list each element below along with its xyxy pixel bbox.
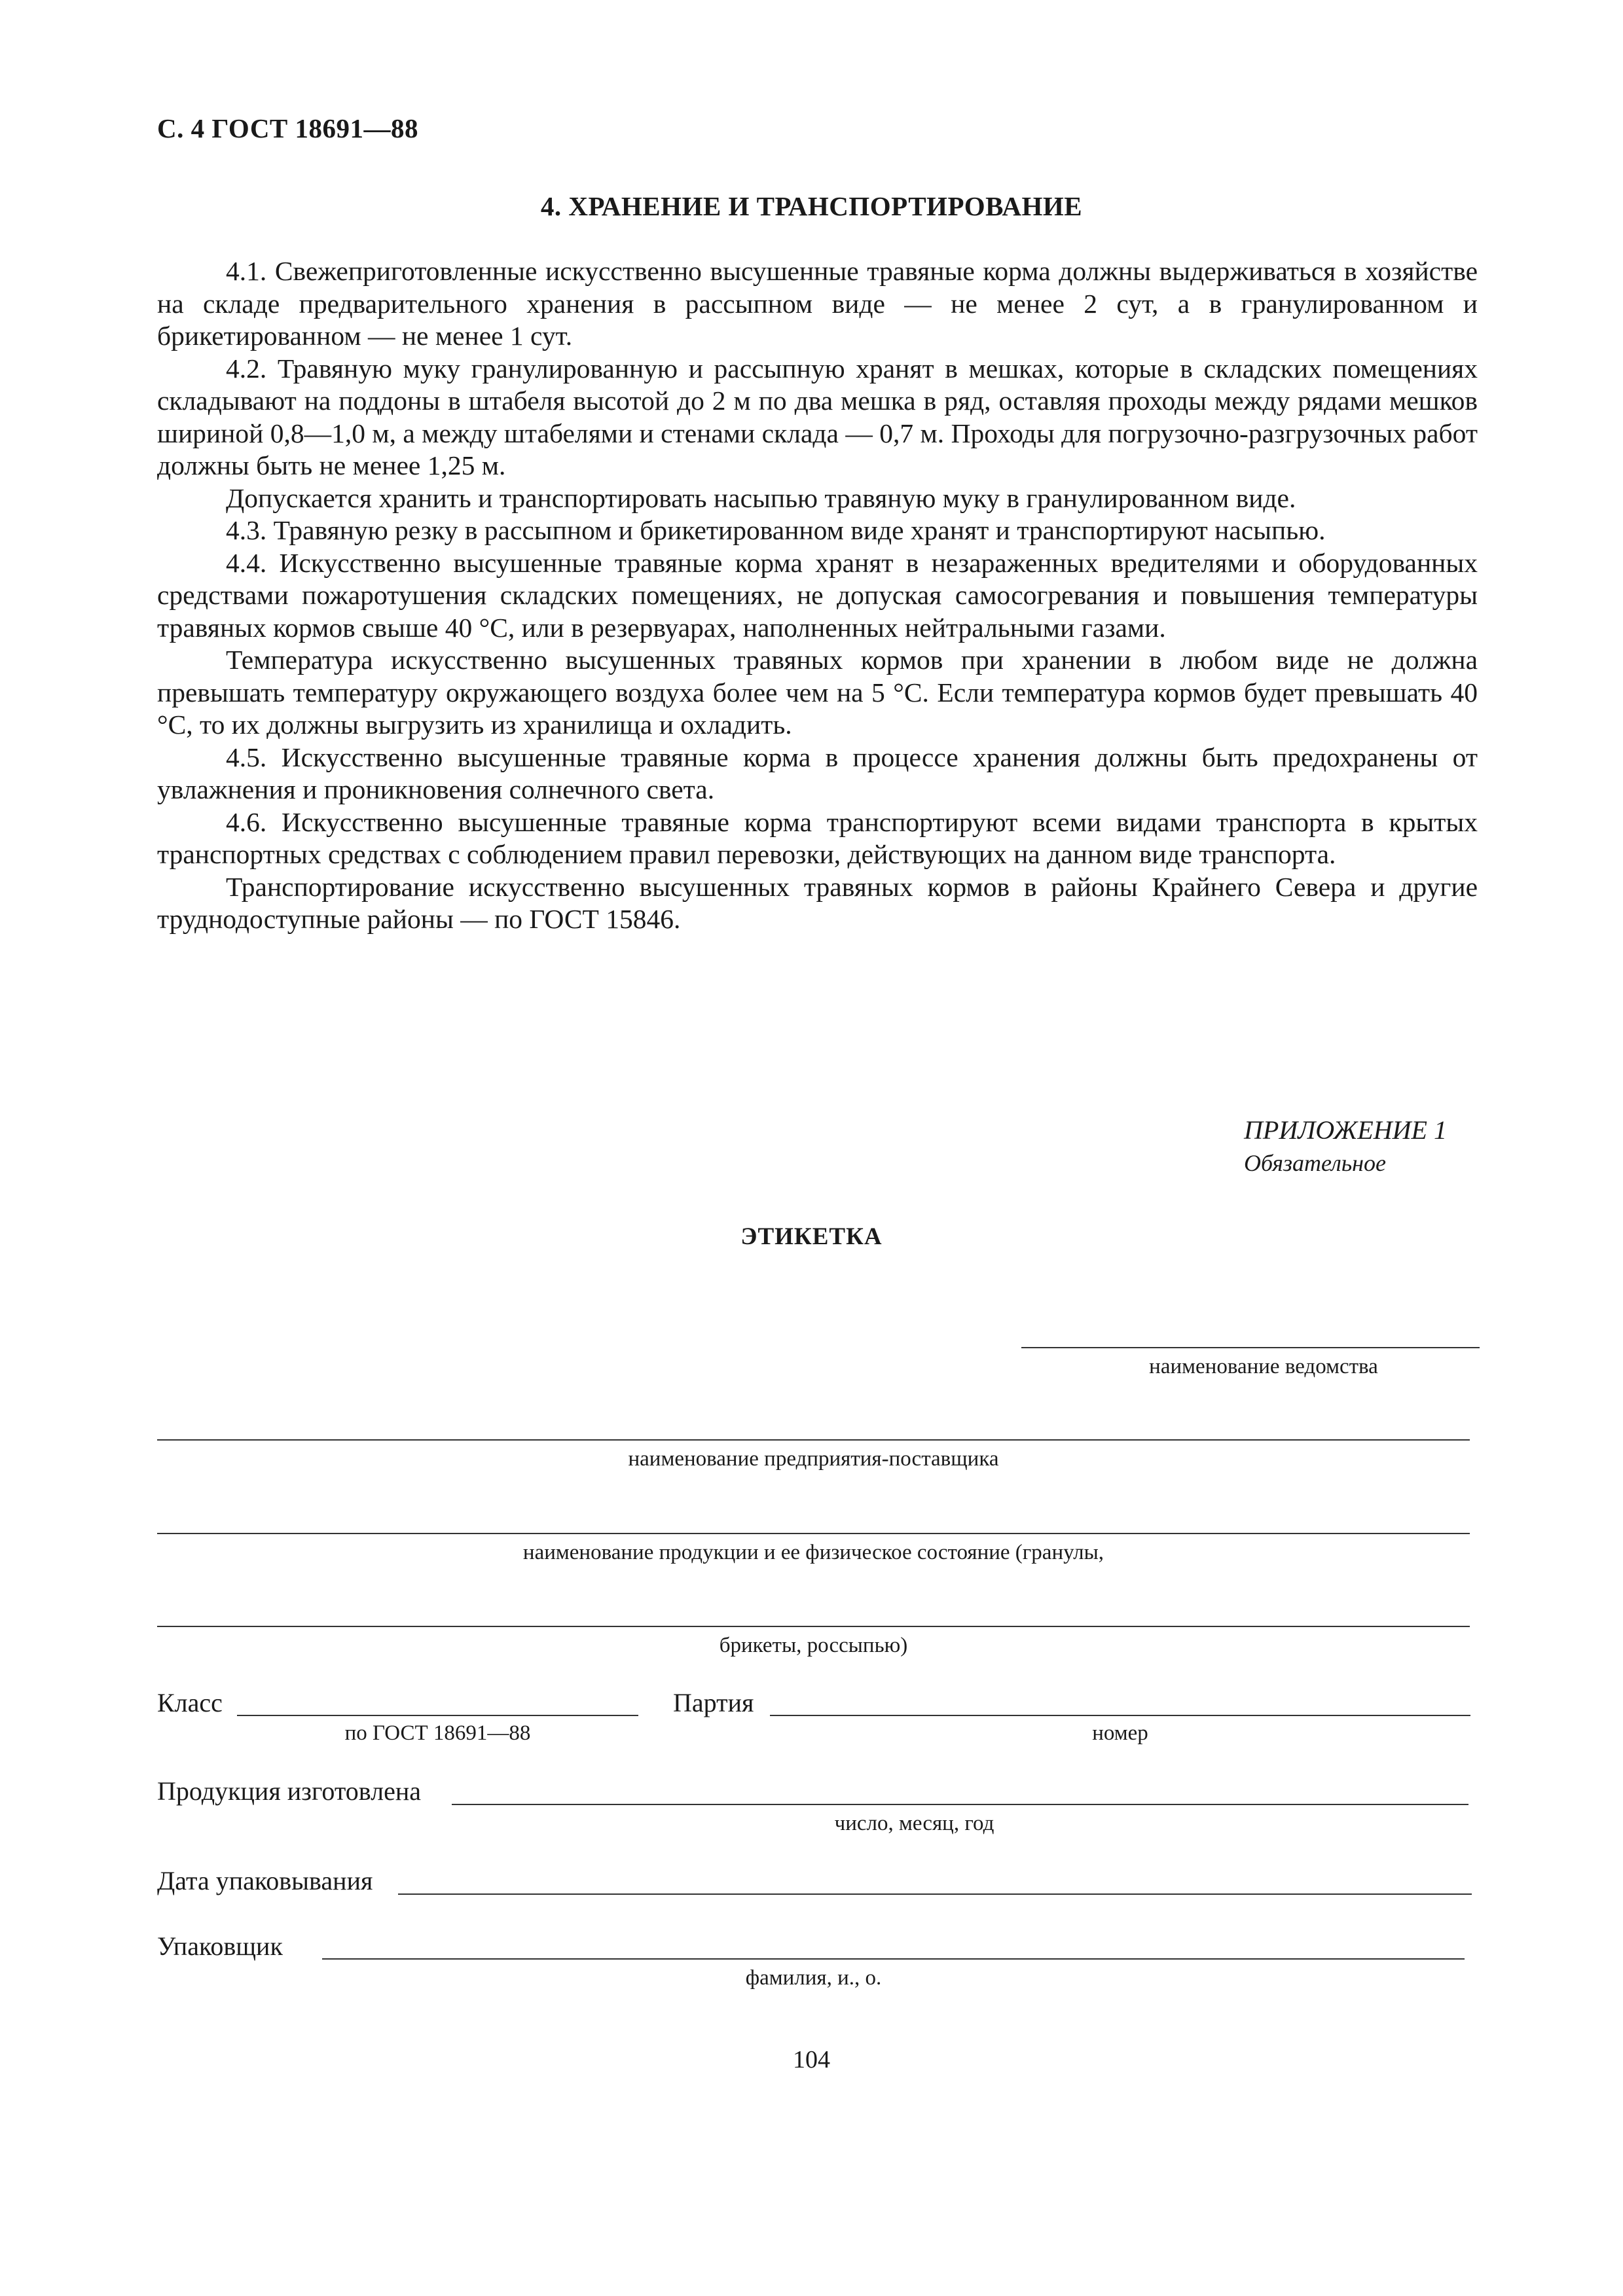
produced-caption: число, месяц, год [834,1812,994,1835]
class-line [237,1715,638,1716]
paragraph-4-3: 4.3. Травяную резку в рассыпном и брикетированном виде хранят и транспортируют насыпью. [226,515,1326,545]
packing-date-label: Дата упаковывания [157,1866,373,1895]
product-line [157,1533,1470,1534]
paragraph-4-4: 4.4. Искусственно высушенные травяные корма хранят в незараженных вредителями и оборудованных средствами пожаротушения складских помещениях, не допуская самосогревания и повышения температуры травяных кормов свыше 40 °С, или в резервуарах, наполненных нейтральными газами. [157,547,1478,643]
page-number: 104 [793,2046,830,2073]
packing-date-line [398,1893,1472,1895]
packer-caption: фамилия, и., о. [745,1966,882,1990]
batch-label: Партия [673,1688,754,1717]
packer-label: Упаковщик [157,1931,283,1961]
label-title: ЭТИКЕТКА [740,1223,883,1250]
product-line-2 [157,1626,1470,1627]
paragraph-4-2-note: Допускается хранить и транспортировать насыпью травяную муку в гранулированном виде. [226,482,1296,513]
produced-line [452,1804,1468,1805]
packer-line [322,1958,1465,1960]
section-title: 4. ХРАНЕНИЕ И ТРАНСПОРТИРОВАНИЕ [540,191,1083,221]
class-label: Класс [157,1688,223,1717]
paragraph-4-2: 4.2. Травяную муку гранулированную и рассыпную хранят в мешках, которые в складских помещениях складывают на поддоны в штабеля высотой до 2 м по два мешка в ряд, оставляя проходы между рядами мешков шириной 0,8—1,0 м, а между штабелями и стенами склада — 0,7 м. Проходы для погрузочно-разгрузочных работ должны быть не менее 1,25 м. [157,353,1478,480]
product-caption: наименование продукции и ее физическое состояние (гранулы, [522,1541,1104,1564]
paragraph-4-6: 4.6. Искусственно высушенные травяные корма транспортируют всеми видами транспорта в крытых транспортных средствах с соблюдением правил перевозки, действующих на данном виде транспорта. [157,806,1478,869]
supplier-line [157,1439,1470,1441]
appendix-subtitle: Обязательное [1244,1150,1386,1176]
paragraph-4-1: 4.1. Свежеприготовленные искусственно высушенные травяные корма должны выдерживаться в хозяйстве на складе предварительного хранения в рассыпном виде — не менее 2 сут, а в гранулированном и брикетированном — не менее 1 сут. [157,256,1478,351]
page-header: С. 4 ГОСТ 18691—88 [157,113,419,143]
agency-caption: наименование ведомства [1149,1355,1378,1378]
body-text [157,255,1478,936]
agency-line [1021,1347,1480,1348]
product-caption-cont: брикеты, россыпью) [719,1634,908,1657]
batch-line [770,1715,1470,1716]
class-caption: по ГОСТ 18691—88 [344,1721,531,1745]
supplier-caption: наименование предприятия-поставщика [628,1447,999,1471]
appendix-heading [1244,1114,1447,1179]
appendix-title: ПРИЛОЖЕНИЕ 1 [1244,1115,1447,1145]
batch-caption: номер [1092,1721,1148,1745]
paragraph-4-5: 4.5. Искусственно высушенные травяные корма в процессе хранения должны быть предохранены от увлажнения и проникновения солнечного света. [157,742,1478,804]
produced-label: Продукция изготовлена [157,1776,422,1806]
paragraph-4-4-note: Температура искусственно высушенных травяных кормов при хранении в любом виде не должна превышать температуру окружающего воздуха более чем на 5 °С. Если температура кормов будет превышать 40 °С, то их должны выгрузить из хранилища и охладить. [157,645,1478,740]
paragraph-4-6-note: Транспортирование искусственно высушенных травяных кормов в районы Крайнего Севера и другие труднодоступные районы — по ГОСТ 15846. [157,871,1478,934]
